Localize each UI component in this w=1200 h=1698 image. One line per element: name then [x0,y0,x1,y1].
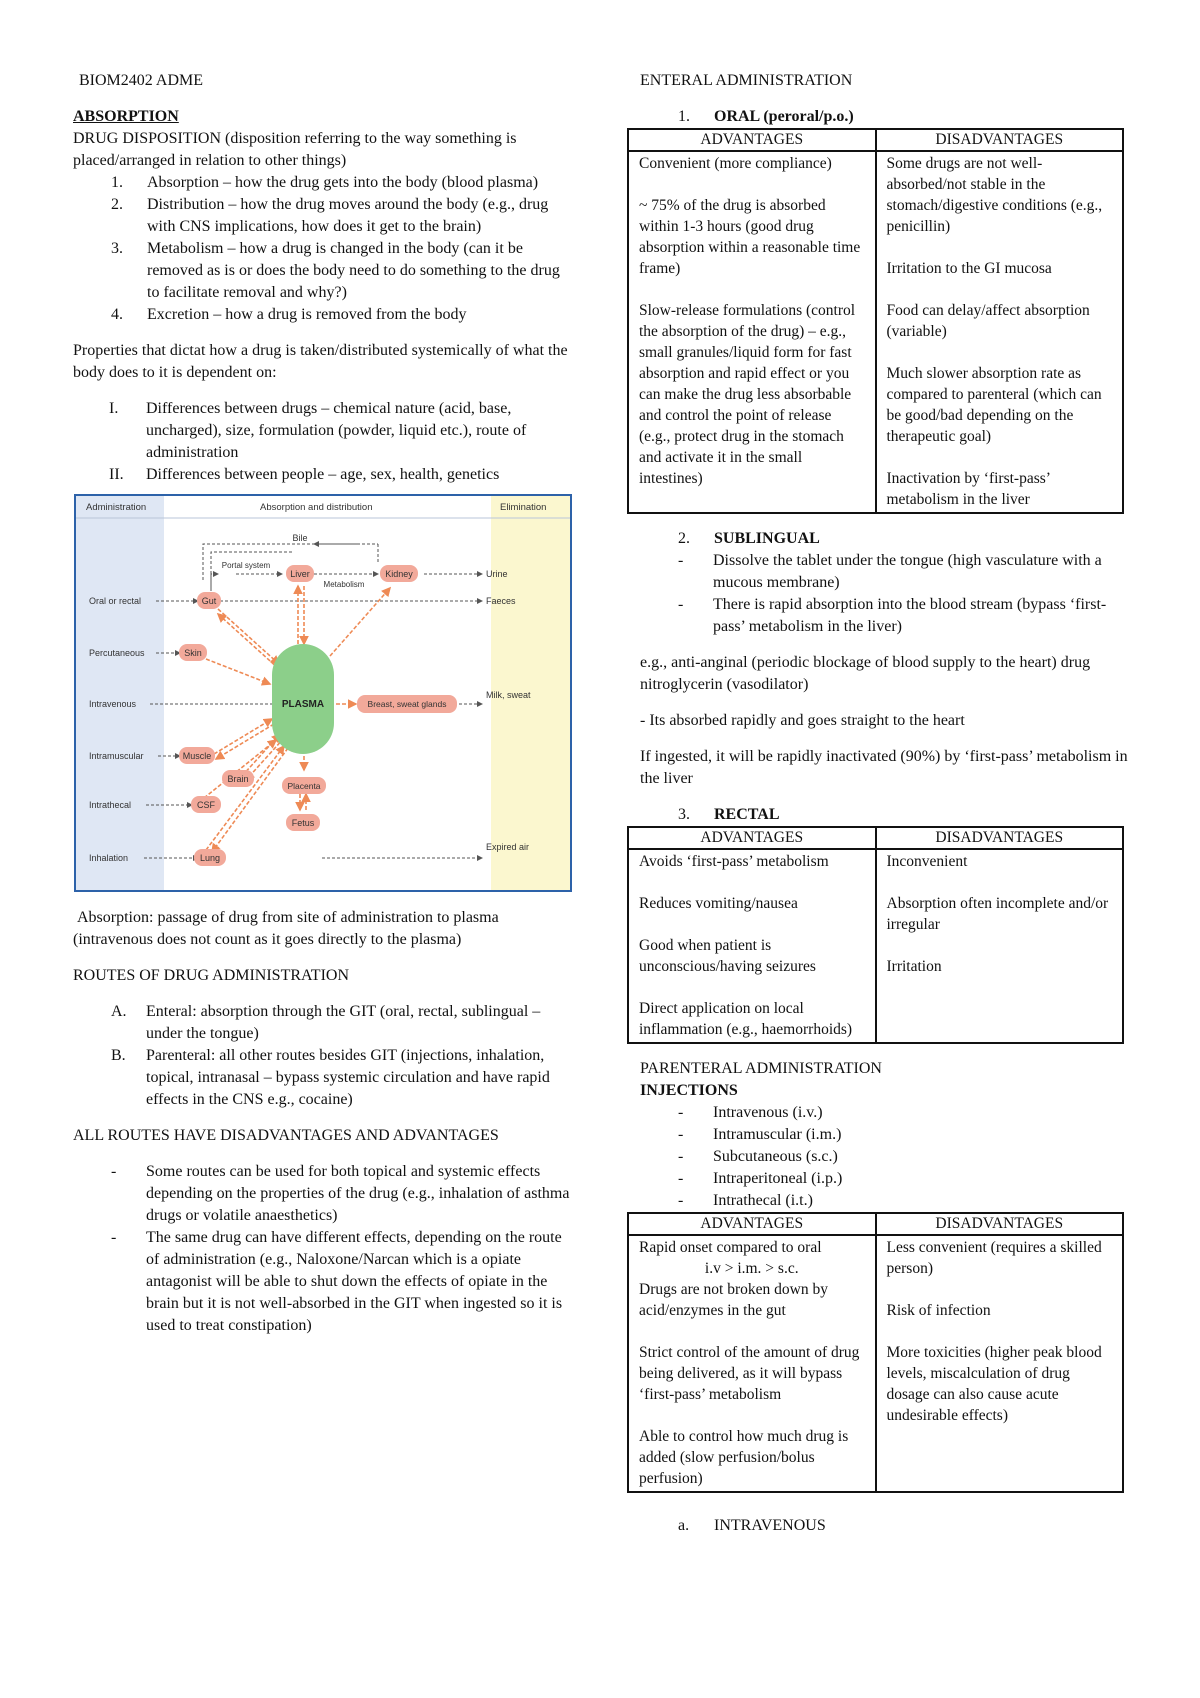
rectal-table [627,826,1124,1044]
table-item: Less convenient (requires a skilled person) [886,1239,1102,1277]
table-item: i.v > i.m. > s.c. [704,1260,799,1277]
oral-dis-header: DISADVANTAGES [876,129,1124,151]
list-item: - There is rapid absorption into the blood stream (bypass ‘first-pass’ metabolism in the liver) [678,596,1107,635]
portal-system-label: Portal system [221,561,271,570]
route-label-oral: Oral or rectal [89,596,142,606]
node-plasma-label: PLASMA [281,699,325,710]
list-item: - Intraperitoneal (i.p.) [678,1170,843,1187]
sublingual-ingested: If ingested, it will be rapidly inactivated (90%) by ‘first-pass’ metabolism in the liver [640,748,1128,787]
node-fetus-label: Fetus [291,818,315,828]
table-item: Strict control of the amount of drug being delivered, as it will bypass ‘first-pass’ metabolism [639,1344,860,1403]
oral-disadvantages-cell [876,151,1124,513]
list-item: - Subcutaneous (s.c.) [678,1148,838,1165]
list-item: - Intrathecal (i.t.) [678,1192,813,1209]
injections-dis-header: DISADVANTAGES [876,1213,1124,1235]
node-gut-label: Gut [201,596,217,606]
right-column [640,70,1130,1537]
list-item: 1. Absorption – how the drug gets into the body (blood plasma) [111,174,539,191]
rectal-disadvantages-cell [876,849,1124,1043]
differences-list [73,398,573,486]
injections-heading: INJECTIONS [640,1082,738,1099]
output-faeces: Faeces [486,596,516,606]
list-item: - Intramuscular (i.m.) [678,1126,842,1143]
properties-paragraph: Properties that dictat how a drug is taken/distributed systemically of what the body does to it is dependent on: [73,342,568,381]
oral-heading: 1. ORAL (peroral/p.o.) [678,108,854,125]
list-item: 2. Distribution – how the drug moves around the body (e.g., drug with CNS implications, how does it get to the brain) [111,196,549,235]
injections-list [640,1102,1130,1212]
sublingual-heading: 2. SUBLINGUAL [678,530,820,547]
administration-band [76,496,164,890]
route-label-intrathecal: Intrathecal [89,800,132,810]
injections-disadvantages-cell [876,1235,1124,1492]
list-item: A. Enteral: absorption through the GIT (oral, rectal, sublingual – under the tongue) [111,1003,541,1042]
node-muscle-label: Muscle [182,751,212,761]
enteral-heading: ENTERAL ADMINISTRATION [640,72,853,89]
node-breast-label: Breast, sweat glands [367,699,447,709]
column-header-absorption: Absorption and distribution [260,502,373,513]
table-item: Irritation to the GI mucosa [886,260,1052,277]
routes-heading: ROUTES OF DRUG ADMINISTRATION [73,967,350,984]
route-label-inhalation: Inhalation [89,853,129,863]
table-item: Food can delay/affect absorption (variable) [886,302,1090,340]
route-label-intravenous: Intravenous [89,699,137,709]
table-item: Avoids ‘first-pass’ metabolism [639,853,829,870]
node-brain-label: Brain [227,774,249,784]
absorption-heading: ABSORPTION [73,108,179,125]
adme-diagram [74,494,572,892]
node-skin-label: Skin [184,648,202,658]
node-lung-label: Lung [199,853,221,863]
list-item: - Dissolve the tablet under the tongue (high vasculature with a mucous membrane) [678,552,1102,591]
list-item: - Intravenous (i.v.) [678,1104,823,1121]
list-item: - The same drug can have different effects, depending on the route of administration (e.g., Naloxone/Narcan which is a opiate antagonist will be able to shut down the effects of opiate in the brain but it is not well-absorbed in the GIT when ingested so it is used to treat constipation) [111,1229,563,1334]
table-item: Absorption often incomplete and/or irregular [886,895,1109,933]
list-item: I. Differences between drugs – chemical nature (acid, base, uncharged), size, formulation (powder, liquid etc.), route of administration [109,400,527,461]
intravenous-subheading: a. INTRAVENOUS [678,1517,826,1534]
absorption-caption: Absorption: passage of drug from site of administration to plasma (intravenous does not count as it goes directly to the plasma) [73,909,503,948]
node-liver-label: Liver [290,569,310,579]
table-item: Some drugs are not well-absorbed/not stable in the stomach/digestive conditions (e.g., penicillin) [886,155,1103,235]
table-item: Able to control how much drug is added (slow perfusion/bolus perfusion) [639,1428,849,1487]
list-item: II. Differences between people – age, sex, health, genetics [109,466,500,483]
output-milk-sweat: Milk, sweat [486,690,531,700]
table-item: Drugs are not broken down by acid/enzymes in the gut [639,1281,828,1319]
table-item: Good when patient is unconscious/having seizures [639,937,816,975]
table-item: Slow-release formulations (control the absorption of the drug) – e.g., small granules/liquid form for fast absorption and rapid effect or you can make the drug less absorbable and control the point of release (e.g., protect drug in the stomach and activate it in the small intestines) [639,302,856,487]
list-item: 4. Excretion – how a drug is removed from the body [111,306,467,323]
injections-table [627,1212,1124,1493]
table-item: Much slower absorption rate as compared to parenteral (which can be good/bad depending on the therapeutic goal) [886,365,1102,445]
node-placenta-label: Placenta [287,781,321,791]
table-item: Risk of infection [886,1302,991,1319]
node-csf-label: CSF [197,800,215,810]
rectal-heading: 3. RECTAL [678,806,780,823]
column-header-administration: Administration [86,502,147,513]
rectal-advantages-cell [628,849,876,1043]
oral-table [627,128,1124,514]
oral-adv-header: ADVANTAGES [628,129,876,151]
rectal-dis-header: DISADVANTAGES [876,827,1124,849]
routes-list [73,1001,573,1111]
list-item: B. Parenteral: all other routes besides GIT (injections, inhalation, topical, intranasal – bypass systemic circulation and have rapid effects in the CNS e.g., cocaine) [111,1047,550,1108]
course-title: BIOM2402 ADME [79,72,204,89]
node-bile-label: Bile [292,533,308,543]
table-item: Direct application on local inflammation (e.g., haemorrhoids) [639,1000,853,1038]
sublingual-note: - Its absorbed rapidly and goes straight to the heart [640,712,965,729]
sublingual-list [640,550,1130,638]
table-item: Rapid onset compared to oral [639,1239,822,1256]
route-label-intramuscular: Intramuscular [89,751,144,761]
sublingual-example: e.g., anti-anginal (periodic blockage of blood supply to the heart) drug nitroglycerin (vasodilator) [640,654,1091,693]
all-routes-list [73,1161,573,1337]
list-item: 3. Metabolism – how a drug is changed in the body (can it be removed as is or does the body need to do something to the drug to facilitate removal and why?) [111,240,560,301]
adme-list [111,172,573,326]
list-item: - Some routes can be used for both topical and systemic effects depending on the properties of the drug (e.g., inhalation of asthma drugs or volatile anaesthetics) [111,1163,570,1224]
all-routes-heading: ALL ROUTES HAVE DISADVANTAGES AND ADVANTAGES [73,1127,499,1144]
output-urine: Urine [486,569,508,579]
route-label-percutaneous: Percutaneous [89,648,145,658]
metabolism-label: Metabolism [323,580,365,589]
table-item: More toxicities (higher peak blood levels, miscalculation of drug dosage can also cause acute undesirable effects) [886,1344,1102,1424]
column-header-elimination: Elimination [500,502,547,513]
left-column [73,70,573,1337]
table-item: Irritation [886,958,942,975]
parenteral-heading: PARENTERAL ADMINISTRATION [640,1060,882,1077]
output-expired-air: Expired air [486,842,530,852]
rectal-adv-header: ADVANTAGES [628,827,876,849]
table-item: Inconvenient [886,853,968,870]
node-kidney-label: Kidney [385,569,413,579]
table-item: Reduces vomiting/nausea [639,895,798,912]
table-item: Convenient (more compliance) [639,155,832,172]
injections-adv-header: ADVANTAGES [628,1213,876,1235]
drug-disposition-intro: DRUG DISPOSITION (disposition referring to the way something is placed/arranged in relation to other things) [73,130,517,169]
injections-advantages-cell [628,1235,876,1492]
table-item: ~ 75% of the drug is absorbed within 1-3 hours (good drug absorption within a reasonable time frame) [639,197,861,277]
oral-advantages-cell [628,151,876,513]
table-item: Inactivation by ‘first-pass’ metabolism in the liver [886,470,1050,508]
